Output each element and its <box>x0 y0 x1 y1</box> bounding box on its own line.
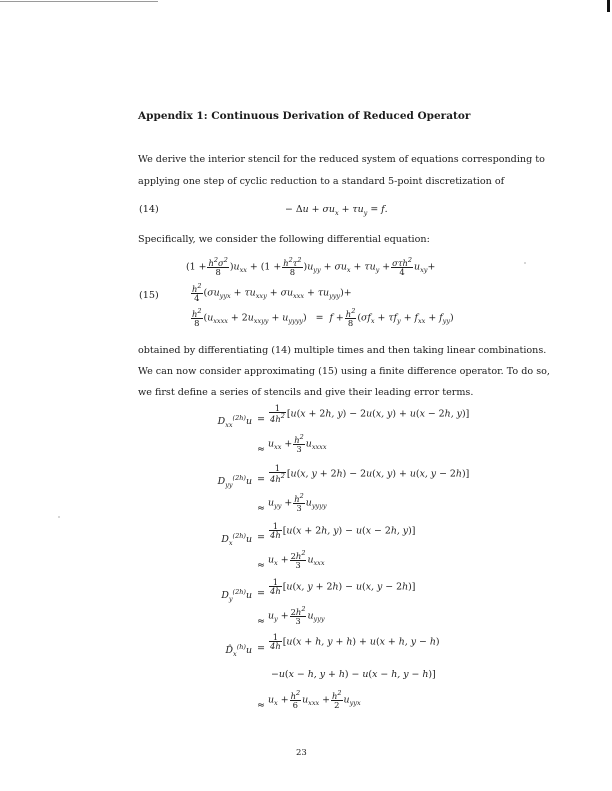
equals-sign: = <box>256 588 266 599</box>
stencil-dx-lhs: $D_x^{(2h)}u$ <box>221 532 252 547</box>
stencil-dhat-x-definition-cont: −u(x − h, y + h) − u(x − h, y − h)] <box>271 669 436 680</box>
paragraph-line: Specifically, we consider the following differential equation: <box>138 234 430 245</box>
equation-15-line-1: (1 + $\frac{h^2\sigma^2}{8}$ )$u_{xx} + (1$ + $\frac{h^2\tau^2}{8}$ )$u_{yy} + \sigma u_x + \tau u_y$ + στh$^2$ 4 $u_{xy}+$ <box>186 256 436 278</box>
equation-15-line-3: $\frac{h^2}{8}$ $(u_{xxxx} + 2u_{xxyy} + u_{yyyy}) = f$ + $\frac{h^2}{8}$ $(\sigma f_x + \tau f_y + f_{xx} + f_{yy})$ <box>192 307 454 329</box>
scan-speck <box>58 516 60 518</box>
paragraph-line: we first define a series of stencils and give their leading error terms. <box>138 387 474 398</box>
equals-sign: = <box>256 532 266 543</box>
stencil-dyy-error: $u_{yy}$ + $\frac{h^2}{3}$ $u_{yyyy}$ <box>268 492 327 514</box>
stencil-dhat-x-lhs: $D̂_x^{(h)}u$ <box>225 643 252 658</box>
equation-number-15: (15) <box>139 290 159 301</box>
paragraph-line: obtained by differentiating (14) multiple times and then taking linear combinations. <box>138 345 547 356</box>
approx-sign: ≈ <box>256 503 266 514</box>
stencil-dy-error: $u_y$ + $\frac{2h^2}{3}$ $u_{yyy}$ <box>268 605 325 627</box>
equals-sign: = <box>256 643 266 654</box>
approx-sign: ≈ <box>256 616 266 627</box>
stencil-dxx-error: $u_{xx}$ + $\frac{h^2}{3}$ $u_{xxxx}$ <box>268 433 327 455</box>
equals-sign: = <box>256 474 266 485</box>
paragraph-line: We derive the interior stencil for the reduced system of equations corresponding to <box>138 154 545 165</box>
equation-number-14: (14) <box>139 204 159 215</box>
approx-sign: ≈ <box>256 700 266 711</box>
stencil-dx-definition: $\frac{1}{4h}$ [u(x + 2h, y) − u(x − 2h, y)] <box>270 521 416 541</box>
stencil-dx-error: $u_x$ + $\frac{2h^2}{3}$ $u_{xxx}$ <box>268 549 325 571</box>
paragraph-line: We can now consider approximating (15) using a finite difference operator. To do so, <box>138 366 550 377</box>
stencil-dy-definition: $\frac{1}{4h}$ [u(x, y + 2h) − u(x, y − 2h)] <box>270 577 416 597</box>
stencil-dyy-lhs: $D_{yy}^{(2h)}u$ <box>217 474 252 489</box>
page-number: 23 <box>296 748 307 758</box>
stencil-dy-lhs: $D_y^{(2h)}u$ <box>221 588 252 603</box>
equation-14: − $\Delta u + \sigma u_x + \tau u_y = f$. <box>285 204 388 217</box>
scan-edge-line <box>0 1 158 2</box>
equation-15-line-2: $\frac{h^2}{4}$ $(\sigma u_{yyx} + \tau u_{xxy} + \sigma u_{xxx} + \tau u_{yyy})+$ <box>192 282 352 304</box>
approx-sign: ≈ <box>256 560 266 571</box>
paragraph-line: applying one step of cyclic reduction to a standard 5-point discretization of <box>138 176 505 187</box>
approx-sign: ≈ <box>256 444 266 455</box>
stencil-dhat-x-definition: $\frac{1}{4h}$ [u(x + h, y + h) + u(x + h, y − h) <box>270 632 440 652</box>
scan-speck <box>524 262 526 264</box>
stencil-dxx-lhs: $D_{xx}^{(2h)}u$ <box>217 414 252 429</box>
appendix-heading: Appendix 1: Continuous Derivation of Reduced Operator <box>138 110 471 122</box>
stencil-dhat-x-error: $u_x$ + $\frac{h^2}{6}$ $u_{xxx}$ + $\frac{h^2}{2}$ $u_{yyx}$ <box>268 689 361 711</box>
equals-sign: = <box>256 414 266 425</box>
stencil-dyy-definition: $\frac{1}{4h^2}$ [u(x, y + 2h) − 2u(x, y) + u(x, y − 2h)] <box>270 463 470 485</box>
stencil-dxx-definition: $\frac{1}{4h^2}$ [u(x + 2h, y) − 2u(x, y) + u(x − 2h, y)] <box>270 403 470 425</box>
scan-corner-mark <box>607 0 610 12</box>
